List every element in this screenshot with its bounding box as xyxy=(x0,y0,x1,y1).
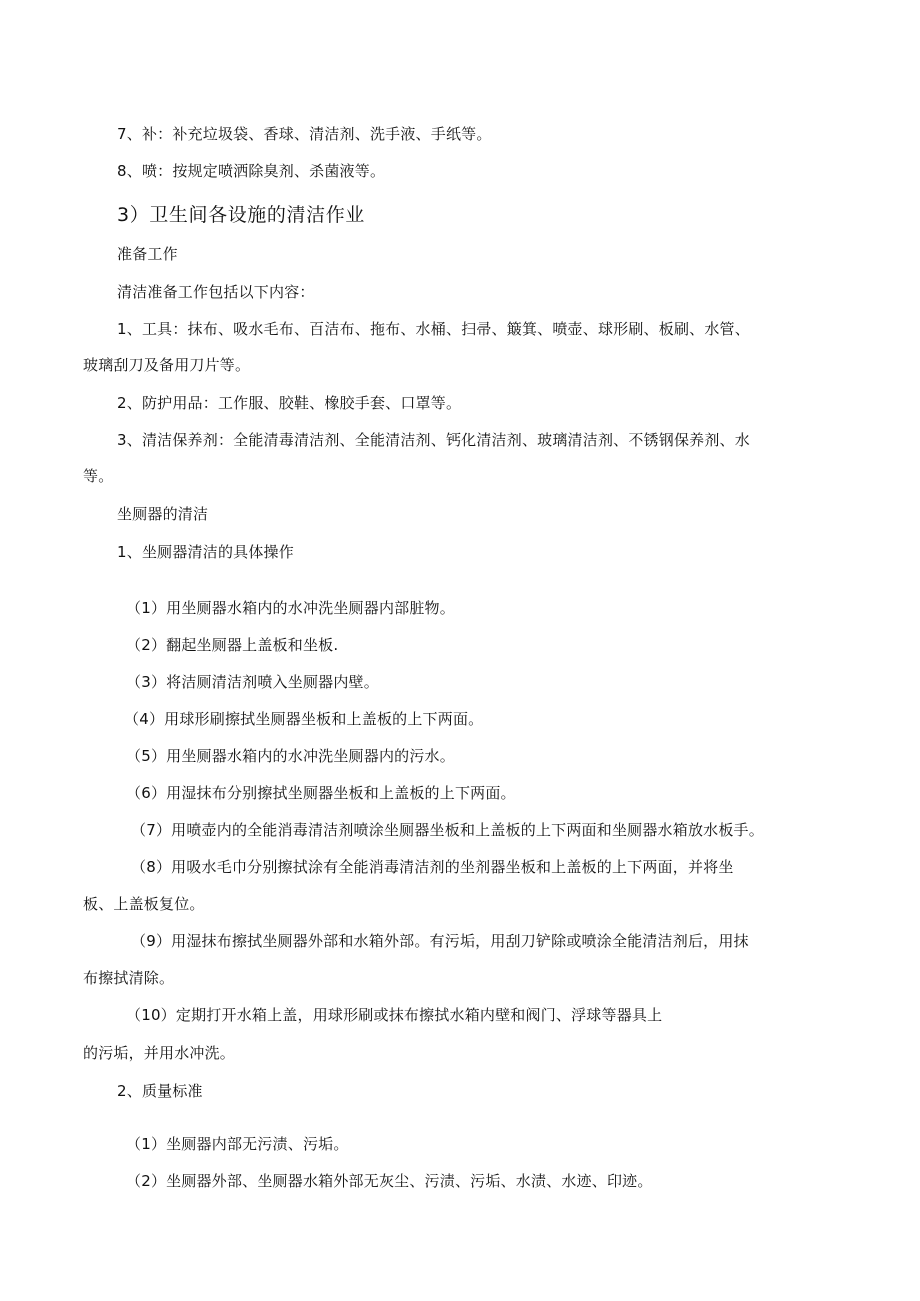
item-7-restock: 7、补：补充垃圾袋、香球、清洁剂、洗手液、手纸等。 xyxy=(117,125,492,143)
quality-title: 2、质量标准 xyxy=(117,1082,203,1100)
step-2: （2）翻起坐厕器上盖板和坐板. xyxy=(126,636,339,654)
item-8-spray: 8、喷：按规定喷洒除臭剂、杀菌液等。 xyxy=(117,162,386,180)
step-4: （4）用球形刷擦拭坐厕器坐板和上盖板的上下两面。 xyxy=(124,710,484,728)
prep-tools-line-2: 玻璃刮刀及备用刀片等。 xyxy=(83,356,251,374)
quality-2: （2）坐厕器外部、坐厕器水箱外部无灰尘、污渍、污垢、水渍、水迹、印迹。 xyxy=(126,1172,653,1190)
step-5: （5）用坐厕器水箱内的水冲洗坐厕器内的污水。 xyxy=(126,747,455,765)
toilet-title: 坐厕器的清洁 xyxy=(117,505,209,523)
step-1: （1）用坐厕器水箱内的水冲洗坐厕器内部脏物。 xyxy=(126,599,455,617)
prep-intro: 清洁准备工作包括以下内容： xyxy=(117,283,315,301)
step-9-line-2: 布擦拭清除。 xyxy=(83,969,175,987)
prep-protective: 2、防护用品：工作服、胶鞋、橡胶手套、口罩等。 xyxy=(117,394,462,412)
toilet-ops-title: 1、坐厕器清洁的具体操作 xyxy=(117,543,294,561)
prep-tools-line-1: 1、工具：抹布、吸水毛布、百洁布、拖布、水桶、扫帚、簸箕、喷壶、球形刷、板刷、水管、 xyxy=(117,320,750,338)
step-8-line-2: 板、上盖板复位。 xyxy=(83,895,205,913)
step-10-line-1: （10）定期打开水箱上盖，用球形刷或抹布擦拭水箱内壁和阀门、浮球等器具上 xyxy=(126,1006,663,1024)
step-10-line-2: 的污垢，并用水冲洗。 xyxy=(83,1044,236,1062)
step-6: （6）用湿抹布分别擦拭坐厕器坐板和上盖板的上下两面。 xyxy=(126,784,516,802)
prep-agents-line-1: 3、清洁保养剂：全能清毒清洁剂、全能清洁剂、钙化清洁剂、玻璃清洁剂、不锈钢保养剂、水 xyxy=(117,431,750,449)
step-9-line-1: （9）用湿抹布擦拭坐厕器外部和水箱外部。有污垢，用刮刀铲除或喷涂全能清洁剂后，用抹 xyxy=(131,932,749,950)
prep-title: 准备工作 xyxy=(117,245,178,263)
quality-1: （1）坐厕器内部无污渍、污垢。 xyxy=(126,1135,349,1153)
section-heading: 3）卫生间各设施的清洁作业 xyxy=(117,204,365,226)
step-7: （7）用喷壶内的全能消毒清洁剂喷涂坐厕器坐板和上盖板的上下两面和坐厕器水箱放水板手。 xyxy=(131,821,764,839)
step-3: （3）将洁厕清洁剂喷入坐厕器内壁。 xyxy=(126,673,379,691)
prep-agents-line-2: 等。 xyxy=(83,467,114,485)
step-8-line-1: （8）用吸水毛巾分别擦拭涂有全能消毒清洁剂的坐剂器坐板和上盖板的上下两面，并将坐 xyxy=(131,858,734,876)
